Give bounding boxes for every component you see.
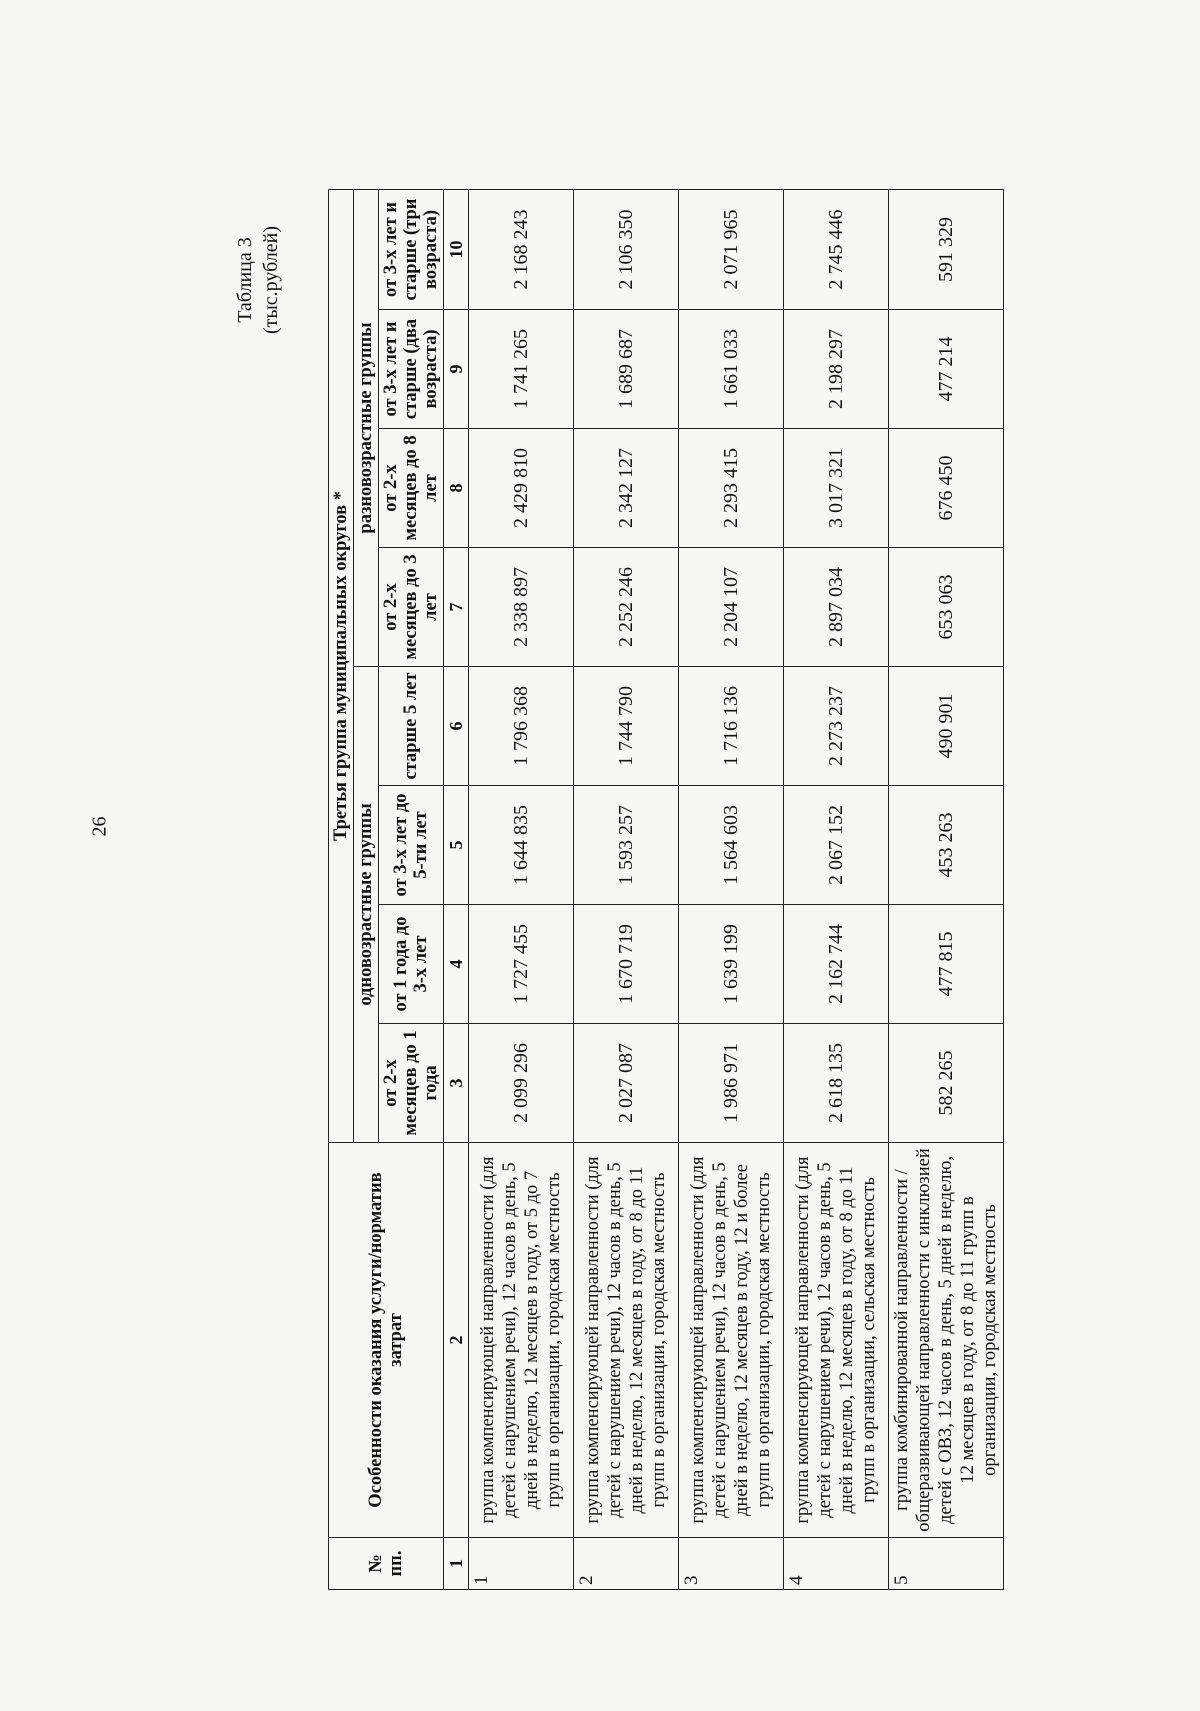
cost-value-cell: 1 670 719 <box>574 905 679 1024</box>
row-description: группа компенсирующей направленности (для детей с нарушением речи), 12 часов в день, 5 дней в неделю, 12 месяцев в году, от 8 до 11 групп в организации, сельская местность <box>784 1143 889 1538</box>
table-title: Таблица 3 <box>234 237 256 323</box>
cost-norms-table <box>328 189 1004 1590</box>
table-row <box>574 189 679 1589</box>
page-number: 26 <box>88 816 111 837</box>
column-number: 1 <box>444 1538 469 1590</box>
header-age-col: от 3-х лет и старше (два возраста) <box>379 310 444 429</box>
cost-value-cell: 2 745 446 <box>784 189 889 309</box>
cost-value-cell: 2 429 810 <box>469 429 574 548</box>
cost-value-cell: 2 198 297 <box>784 310 889 429</box>
cost-value-cell: 1 639 199 <box>679 905 784 1024</box>
cost-value-cell: 1 716 136 <box>679 667 784 786</box>
cost-value-cell: 2 162 744 <box>784 905 889 1024</box>
row-description: группа компенсирующей направленности (для детей с нарушением речи), 12 часов в день, 5 дней в неделю, 12 месяцев в году, от 5 до 7 групп в организации, городская местность <box>469 1143 574 1538</box>
row-number: 3 <box>679 1538 784 1590</box>
column-number: 4 <box>444 905 469 1024</box>
cost-value-cell: 1 689 687 <box>574 310 679 429</box>
header-age-col: старше 5 лет <box>379 667 444 786</box>
cost-value-cell: 2 204 107 <box>679 548 784 667</box>
cost-value-cell: 1 661 033 <box>679 310 784 429</box>
cost-value-cell: 676 450 <box>889 429 1004 548</box>
row-number: 5 <box>889 1538 1004 1590</box>
column-number: 8 <box>444 429 469 548</box>
header-age-col: от 2-х месяцев до 1 года <box>379 1024 444 1143</box>
cost-value-cell: 591 329 <box>889 189 1004 309</box>
row-number: 1 <box>469 1538 574 1590</box>
cost-value-cell: 490 901 <box>889 667 1004 786</box>
table-row <box>889 189 1004 1589</box>
header-age-col: от 2-х месяцев до 3 лет <box>379 548 444 667</box>
cost-value-cell: 1 986 971 <box>679 1024 784 1143</box>
cost-value-cell: 2 273 237 <box>784 667 889 786</box>
table-caption <box>232 190 284 370</box>
row-description: группа компенсирующей направленности (для детей с нарушением речи), 12 часов в день, 5 дней в неделю, 12 месяцев в году, 12 и более групп в организации, городская местность <box>679 1143 784 1538</box>
table-body <box>469 189 1004 1589</box>
cost-value-cell: 2 027 087 <box>574 1024 679 1143</box>
header-col-desc: Особенности оказания услуги/норматив затрат <box>329 1143 444 1538</box>
column-number: 2 <box>444 1143 469 1538</box>
cost-value-cell: 2 168 243 <box>469 189 574 309</box>
cost-value-cell: 453 263 <box>889 786 1004 905</box>
cost-value-cell: 2 099 296 <box>469 1024 574 1143</box>
cost-value-cell: 2 071 965 <box>679 189 784 309</box>
cost-value-cell: 2 067 152 <box>784 786 889 905</box>
cost-value-cell: 2 618 135 <box>784 1024 889 1143</box>
header-age-col: от 1 года до 3-х лет <box>379 905 444 1024</box>
header-age-col: от 2-х месяцев до 8 лет <box>379 429 444 548</box>
cost-value-cell: 1 644 835 <box>469 786 574 905</box>
table-row <box>784 189 889 1589</box>
cost-value-cell: 477 214 <box>889 310 1004 429</box>
row-description: группа компенсирующей направленности (для детей с нарушением речи), 12 часов в день, 5 дней в неделю, 12 месяцев в году, от 8 до 11 групп в организации, городская местность <box>574 1143 679 1538</box>
cost-value-cell: 3 017 321 <box>784 429 889 548</box>
cost-value-cell: 2 252 246 <box>574 548 679 667</box>
header-age-col: от 3-х лет и старше (три возраста) <box>379 189 444 309</box>
column-number: 3 <box>444 1024 469 1143</box>
column-number: 9 <box>444 310 469 429</box>
row-number: 4 <box>784 1538 889 1590</box>
cost-value-cell: 2 897 034 <box>784 548 889 667</box>
header-age-col: от 3-х лет до 5-ти лет <box>379 786 444 905</box>
cost-value-cell: 653 063 <box>889 548 1004 667</box>
header-mixed-age-groups: разновозрастные группы <box>354 189 379 666</box>
rotated-page-content <box>236 190 1116 1590</box>
cost-value-cell: 2 293 415 <box>679 429 784 548</box>
column-number: 10 <box>444 189 469 309</box>
header-col-no: № пп. <box>329 1538 444 1590</box>
cost-value-cell: 477 815 <box>889 905 1004 1024</box>
column-number: 7 <box>444 548 469 667</box>
table-row <box>679 189 784 1589</box>
cost-value-cell: 1 744 790 <box>574 667 679 786</box>
row-number: 2 <box>574 1538 679 1590</box>
cost-value-cell: 1 727 455 <box>469 905 574 1024</box>
cost-value-cell: 2 106 350 <box>574 189 679 309</box>
header-single-age-groups: одновозрастные группы <box>354 667 379 1143</box>
row-description: группа комбинированной направленности / общеразвивающей направленности с инклюзией детей с ОВЗ, 12 часов в день, 5 дней в неделю, 12 месяцев в году, от 8 до 11 групп в организации, городская местность <box>889 1143 1004 1538</box>
table-unit: (тыс.рублей) <box>260 225 282 335</box>
table-row <box>469 189 574 1589</box>
cost-value-cell: 1 593 257 <box>574 786 679 905</box>
cost-value-cell: 582 265 <box>889 1024 1004 1143</box>
cost-value-cell: 2 338 897 <box>469 548 574 667</box>
cost-value-cell: 1 796 368 <box>469 667 574 786</box>
column-number: 5 <box>444 786 469 905</box>
column-number: 6 <box>444 667 469 786</box>
cost-value-cell: 1 741 265 <box>469 310 574 429</box>
header-group: Третья группа муниципальных округов * <box>329 189 354 1142</box>
cost-value-cell: 2 342 127 <box>574 429 679 548</box>
cost-value-cell: 1 564 603 <box>679 786 784 905</box>
